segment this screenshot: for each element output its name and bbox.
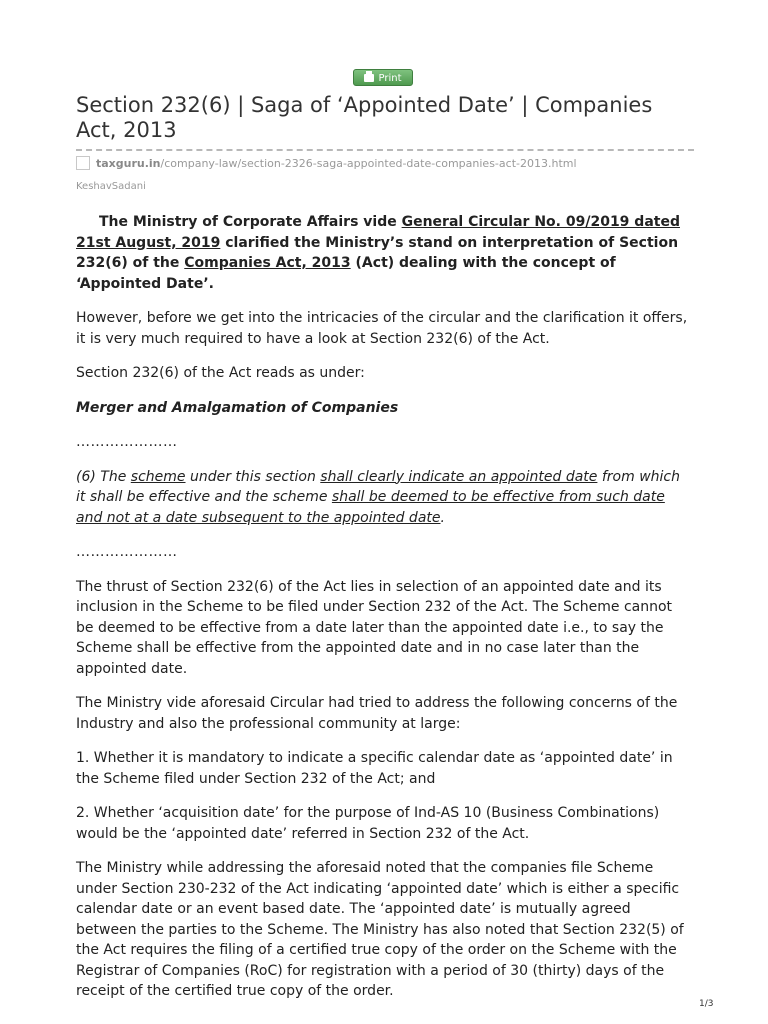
quote-text-c: under this section <box>185 468 321 485</box>
list-item-2: 2. Whether ‘acquisition date’ for the purpose of Ind-AS 10 (Business Combinations) would be the ‘appointed date’ referred in Section 232 of the Act. <box>76 805 660 842</box>
print-label: Print <box>378 73 402 84</box>
lead-text-1: The Ministry of Corporate Affairs vide <box>99 214 402 230</box>
printer-icon <box>364 74 374 82</box>
quote-underline-scheme: scheme <box>130 468 186 485</box>
article-body <box>76 212 690 1016</box>
print-button[interactable] <box>353 69 413 86</box>
section-heading: Merger and Amalgamation of Companies <box>76 399 399 416</box>
quote-text-a: (6) The <box>76 468 131 485</box>
lead-paragraph <box>76 212 690 294</box>
quote-underline-indicate: shall clearly indicate an appointed date <box>320 468 598 485</box>
source-url[interactable] <box>76 156 577 170</box>
quote-text-e: from which it shall be effective and the scheme <box>76 468 680 505</box>
source-path: /company-law/section-2326-saga-appointed-date-companies-act-2013.html <box>160 157 577 170</box>
quoted-section <box>76 467 690 529</box>
paragraph-reads-as: Section 232(6) of the Act reads as under: <box>76 365 365 381</box>
quote-underline-deemed: shall be deemed to be effective from such date and not at a date subsequent to the appointed date <box>76 489 665 526</box>
lead-text-2: clarified the Ministry’s stand on interpretation of Section 232(6) of the <box>76 234 679 271</box>
paragraph-intro: However, before we get into the intricacies of the circular and the clarification it offers, it is very much required to have a look at Section 232(6) of the Act. <box>76 310 688 347</box>
author-name: KeshavSadani <box>76 181 146 192</box>
list-item-1: 1. Whether it is mandatory to indicate a specific calendar date as ‘appointed date’ in the Scheme filed under Section 232 of the Act; and <box>76 750 673 787</box>
page-title: Section 232(6) | Saga of ‘Appointed Date’ | Companies Act, 2013 <box>76 93 653 142</box>
ellipsis-separator: ………………… <box>76 544 178 560</box>
quote-text-g: . <box>440 509 445 526</box>
circular-link[interactable]: General Circular No. 09/2019 dated 21st August, 2019 <box>76 214 680 251</box>
title-divider <box>76 149 694 151</box>
lead-text-3: (Act) dealing with the concept of ‘Appointed Date’. <box>76 255 616 292</box>
favicon-placeholder-icon <box>76 156 90 170</box>
source-domain: taxguru.in <box>96 157 161 170</box>
ellipsis-separator: ………………… <box>76 434 178 450</box>
paragraph-concerns: The Ministry vide aforesaid Circular had tried to address the following concerns of the Industry and also the professional community at large: <box>76 695 678 732</box>
page-number: 1/3 <box>699 999 714 1009</box>
companies-act-link[interactable]: Companies Act, 2013 <box>184 255 351 271</box>
paragraph-ministry: The Ministry while addressing the aforesaid noted that the companies file Scheme under Section 230-232 of the Act indicating ‘appointed date’ which is either a specific calendar date or an event based date. The ‘appointed date’ is mutually agreed between the parties to the Scheme. The Ministry has also noted that Section 232(5) of the Act requires the filing of a certified true copy of the order on the Scheme with the Registrar of Companies (RoC) for registration with a period of 30 (thirty) days of the receipt of the certified true copy of the order. <box>76 860 684 999</box>
paragraph-thrust: The thrust of Section 232(6) of the Act lies in selection of an appointed date and its inclusion in the Scheme to be filed under Section 232 of the Act. The Scheme cannot be deemed to be effective from a date later than the appointed date i.e., to say the Scheme shall be effective from the appointed date and in no case later than the appointed date. <box>76 578 673 677</box>
